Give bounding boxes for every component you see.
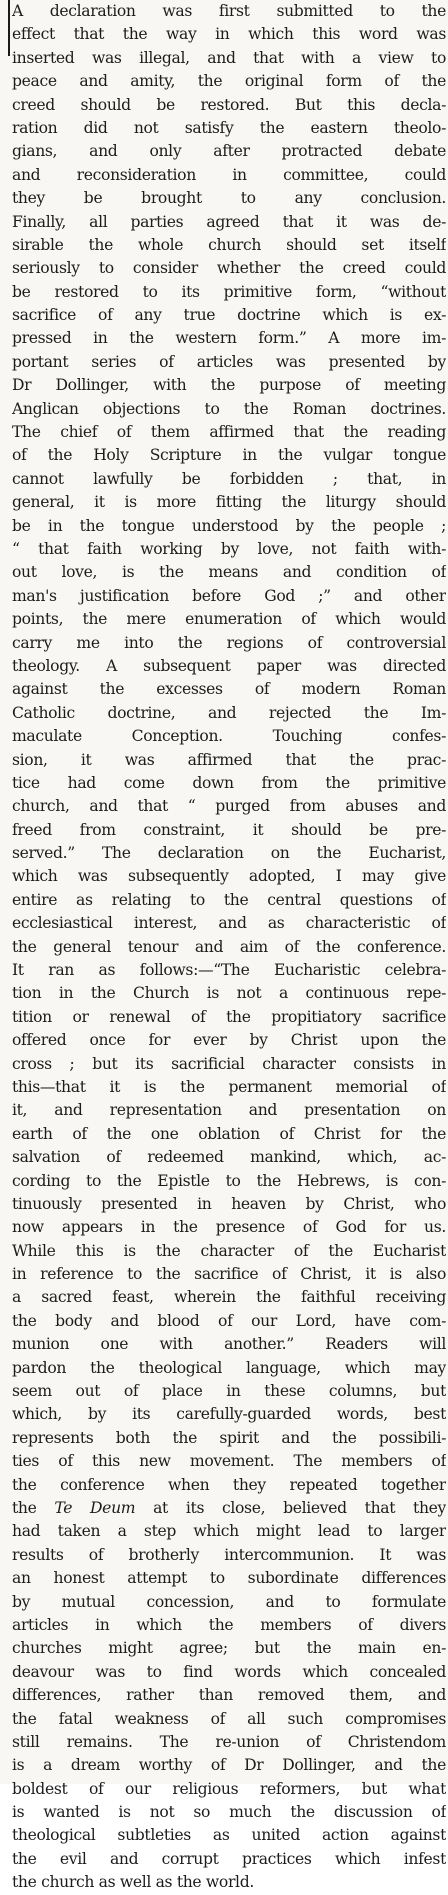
text-line: seem out of place in these columns, but — [12, 1382, 446, 1401]
text-line: is a dream worthy of Dr Dollinger, and the — [12, 1756, 446, 1775]
text-line: in reference to the sacrifice of Christ, it is also — [12, 1265, 446, 1284]
text-line: effect that the way in which this word was — [12, 25, 446, 44]
text-line: cross ; but its sacrificial character consists in — [12, 1054, 446, 1073]
text-line: It ran as follows:—“The Eucharistic celebra- — [12, 961, 446, 980]
text-line: a sacred feast, wherein the faithful receiving — [12, 1288, 446, 1307]
text-line: salvation of redeemed mankind, which, ac- — [12, 1148, 446, 1167]
text-line: cannot lawfully be forbidden ; that, in — [12, 469, 446, 488]
text-line: the body and blood of our Lord, have com- — [12, 1311, 446, 1330]
text-line: they be brought to any conclusion. — [12, 189, 446, 208]
text-line: by mutual concession, and to formulate — [12, 1592, 446, 1611]
text-line: be in the tongue understood by the people ; — [12, 516, 446, 535]
text-line: this—that it is the permanent memorial of — [12, 1077, 446, 1096]
text-line: results of brotherly intercommunion. It was — [12, 1545, 446, 1564]
text-line: and reconsideration in committee, could — [12, 165, 446, 184]
text-line: out love, is the means and condition of — [12, 563, 446, 582]
text-line: earth of the one oblation of Christ for the — [12, 1124, 446, 1143]
text-line: sirable the whole church should set itself — [12, 235, 446, 254]
text-line: theology. A subsequent paper was directed — [12, 656, 446, 675]
text-line: ties of this new movement. The members of — [12, 1452, 446, 1471]
text-line: points, the mere enumeration of which would — [12, 610, 446, 629]
text-line: Anglican objections to the Roman doctrines. — [12, 399, 446, 418]
text-line: against the excesses of modern Roman — [12, 680, 446, 699]
text-line: ration did not satisfy the eastern theolo- — [12, 118, 446, 137]
text-line: tition or renewal of the propitiatory sacrifice — [12, 1007, 446, 1026]
text-line: inserted was illegal, and that with a view to — [12, 48, 446, 67]
text-line: churches might agree; but the main en- — [12, 1639, 446, 1658]
text-line: Catholic doctrine, and rejected the Im- — [12, 703, 446, 722]
text-line: it, and representation and presentation on — [12, 1101, 446, 1120]
text-line: While this is the character of the Eucharist — [12, 1241, 446, 1260]
text-line: the evil and corrupt practices which infest — [12, 1849, 446, 1868]
text-line: an honest attempt to subordinate differences — [12, 1569, 446, 1588]
text-line: pressed in the western form.” A more im- — [12, 329, 446, 348]
text-line: served.” The declaration on the Eucharist, — [12, 844, 446, 863]
text-line: be restored to its primitive form, “without — [12, 282, 446, 301]
text-line: The chief of them affirmed that the reading — [12, 423, 446, 442]
text-line: had taken a step which might lead to larger — [12, 1522, 446, 1541]
text-line: represents both the spirit and the possibili- — [12, 1428, 446, 1447]
text-line: pardon the theological language, which may — [12, 1358, 446, 1377]
text-line: tion in the Church is not a continuous repe- — [12, 984, 446, 1003]
text-line: tinuously presented in heaven by Christ, who — [12, 1194, 446, 1213]
text-line: freed from constraint, it should be pre- — [12, 820, 446, 839]
text-line: of the Holy Scripture in the vulgar tongue — [12, 446, 446, 465]
text-line: the general tenour and aim of the conference. — [12, 937, 446, 956]
text-line: the church as well as the world. — [12, 1873, 254, 1892]
article-text — [12, 0, 446, 1895]
text-line: offered once for ever by Christ upon the — [12, 1031, 446, 1050]
text-line: which was subsequently adopted, I may give — [12, 867, 446, 886]
text-line: “ that faith working by love, not faith with- — [12, 539, 446, 558]
text-line: boldest of our religious reformers, but what — [12, 1779, 446, 1798]
text-line: seriously to consider whether the creed could — [12, 259, 446, 278]
text-line: tice had come down from the primitive — [12, 773, 446, 792]
text-line: peace and amity, the original form of the — [12, 72, 446, 91]
text-line: gians, and only after protracted debate — [12, 142, 446, 161]
text-line: differences, rather than removed them, and — [12, 1686, 446, 1705]
text-line: cording to the Epistle to the Hebrews, is con- — [12, 1171, 446, 1190]
text-line: articles in which the members of divers — [12, 1615, 446, 1634]
text-line: church, and that “ purged from abuses and — [12, 797, 446, 816]
column-rule — [8, 0, 10, 56]
italic-title: Te Deum — [54, 1499, 136, 1517]
text-line: the fatal weakness of all such compromises — [12, 1709, 446, 1728]
text-line: sacrifice of any true doctrine which is ex- — [12, 306, 446, 325]
text-line: is wanted is not so much the discussion of — [12, 1803, 446, 1822]
text-line: theological subtleties as united action against — [12, 1826, 446, 1845]
text-line: which, by its carefully-guarded words, best — [12, 1405, 446, 1424]
text-line: general, it is more fitting the liturgy should — [12, 493, 446, 512]
text-line: ecclesiastical interest, and as characteristic of — [12, 914, 446, 933]
text-line: sion, it was affirmed that the prac- — [12, 750, 446, 769]
text-line: Finally, all parties agreed that it was de- — [12, 212, 446, 231]
text-line: A declaration was first submitted to the — [12, 2, 446, 20]
text-line: Dr Dollinger, with the purpose of meeting — [12, 376, 446, 395]
text-line: entire as relating to the central questions of — [12, 890, 446, 909]
text-line: portant series of articles was presented by — [12, 352, 446, 371]
text-line: maculate Conception. Touching confes- — [12, 727, 446, 746]
text-line: the Te Deum at its close, believed that they — [12, 1499, 446, 1517]
text-line: creed should be restored. But this decla- — [12, 95, 446, 114]
text-line: now appears in the presence of God for us. — [12, 1218, 446, 1237]
text-line: carry me into the regions of controversial — [12, 633, 446, 652]
text-line: munion one with another.” Readers will — [12, 1335, 446, 1354]
text-line: still remains. The re-union of Christendom — [12, 1732, 446, 1751]
text-line: the conference when they repeated together — [12, 1475, 446, 1494]
text-line: deavour was to find words which concealed — [12, 1662, 446, 1681]
text-line: man's justification before God ;” and other — [12, 586, 446, 605]
